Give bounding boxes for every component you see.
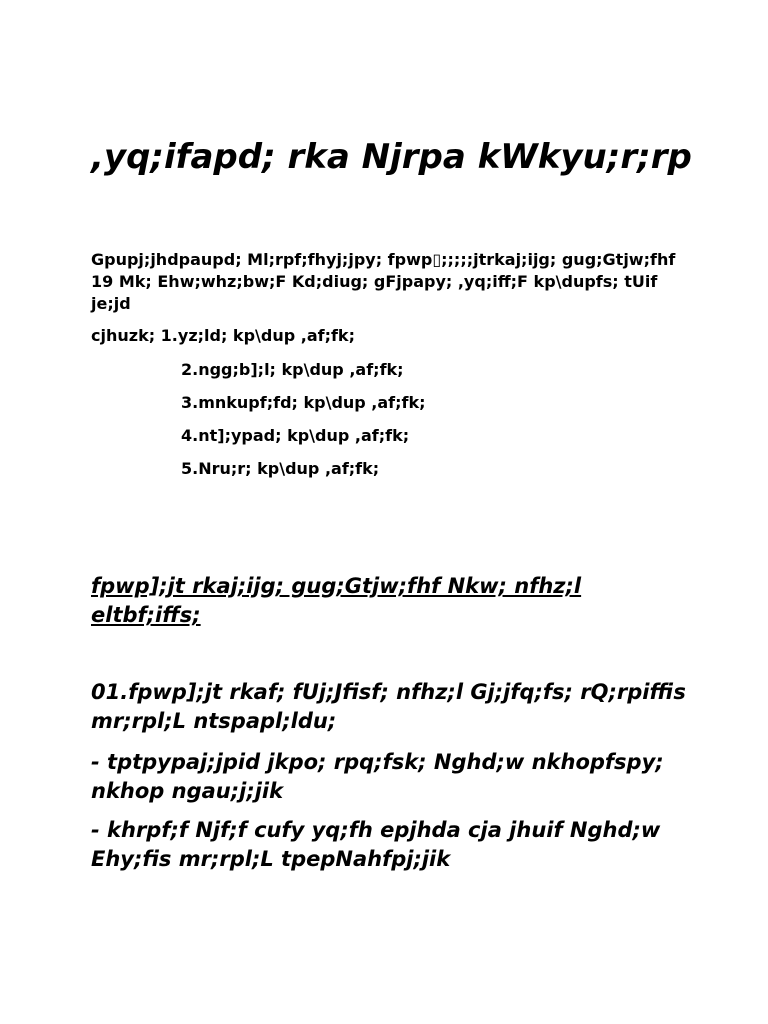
list-item: 4.nt];ypad; kp\dup ,af;fk; xyxy=(181,426,410,445)
body-paragraph: - tptpypaj;jpid jkpo; rpq;fsk; Nghd;w nkhopfspy; nkhop ngau;j;jik xyxy=(91,750,664,803)
list-item: 2.ngg;b];l; kp\dup ,af;fk; xyxy=(181,360,404,379)
intro-paragraph: Gpupj;jhdpaupd; Ml;rpf;fhyj;jpy; fpwp▯;;;;;jtrkaj;ijg; gug;Gtjw;fhf 19 Mk; Ehw;whz;bw;F Kd;diug; gFjpapy; ,yq;iff;F kp\dupfs; tUif je;jd xyxy=(91,250,676,313)
body-paragraph: 01.fpwp];jt rkaf; fUj;Jfisf; nfhz;l Gj;jfq;fs; rQ;rpiffis mr;rpl;L ntspapl;ldu; xyxy=(91,680,686,733)
list-item: cjhuzk; 1.yz;ld; kp\dup ,af;fk; xyxy=(91,326,355,345)
body-paragraph: - khrpf;f Njf;f cufy yq;fh epjhda cja jhuif Nghd;w Ehy;fis mr;rpl;L tpepNahfpj;jik xyxy=(91,818,661,871)
document-title: ,yq;ifapd; rka Njrpa kWkyu;r;rp xyxy=(91,137,692,177)
section-heading: fpwp];jt rkaj;ijg; gug;Gtjw;fhf Nkw; nfhz;l eltbf;iffs; xyxy=(91,574,582,627)
list-item: 3.mnkupf;fd; kp\dup ,af;fk; xyxy=(181,393,426,412)
list-item: 5.Nru;r; kp\dup ,af;fk; xyxy=(181,459,380,478)
